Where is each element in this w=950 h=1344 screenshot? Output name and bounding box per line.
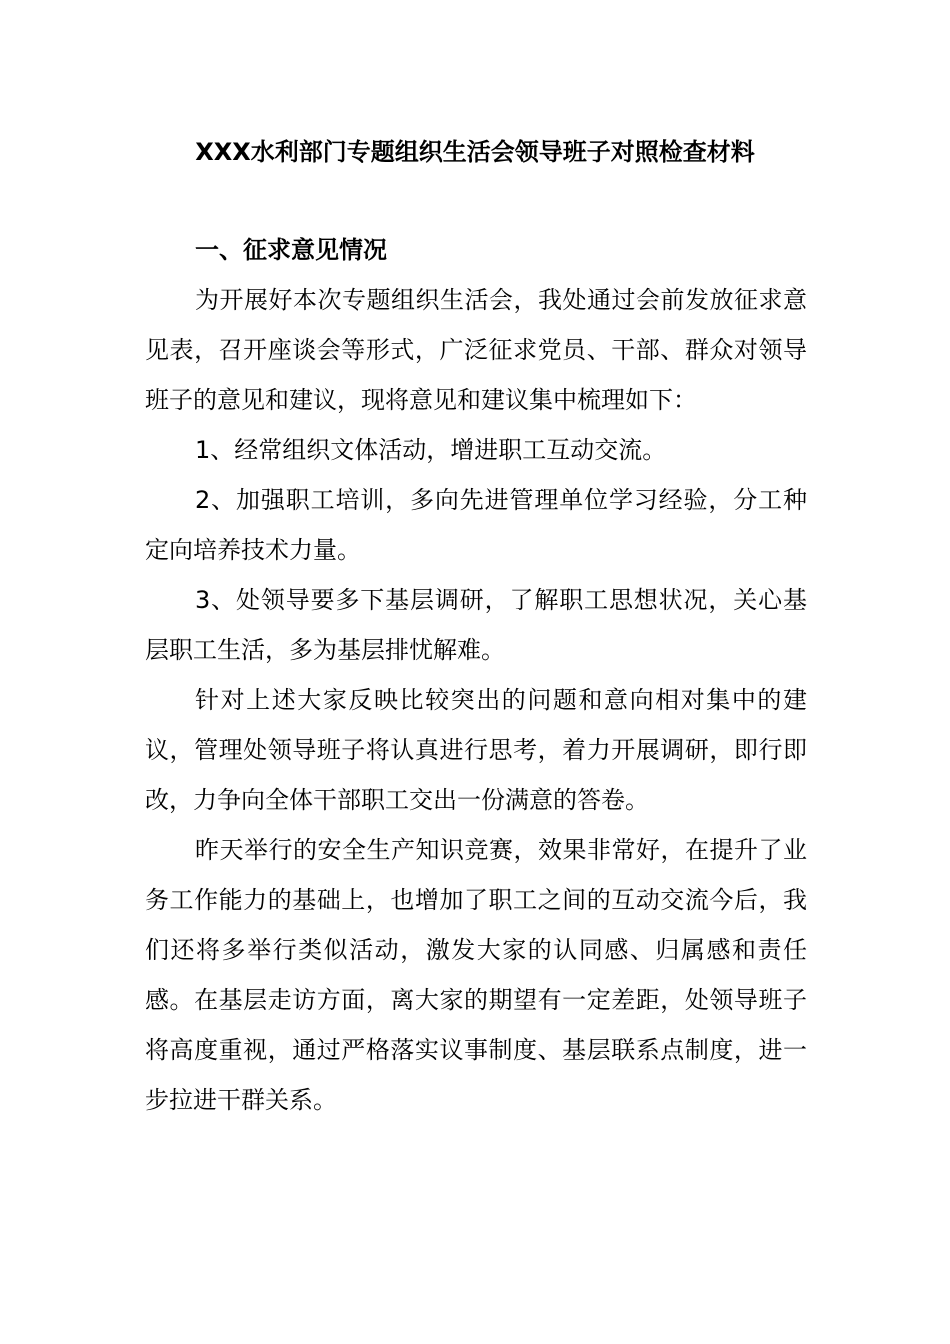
paragraph-activities: 昨天举行的安全生产知识竞赛，效果非常好，在提升了业务工作能力的基础上，也增加了职工之间的互动交流今后，我们还将多举行类似活动，激发大家的认同感、归属感和责任感。在基层走访方面，离大家的期望有一定差距，处领导班子将高度重视，通过严格落实议事制度、基层联系点制度，进一步拉进干群关系。 [145, 836, 807, 1114]
section-heading: 一、征求意见情况 [195, 236, 387, 264]
paragraph-item-2: 2、加强职工培训，多向先进管理单位学习经验，分工种定向培养技术力量。 [145, 486, 807, 564]
paragraph-response: 针对上述大家反映比较突出的问题和意向相对集中的建议，管理处领导班子将认真进行思考，着力开展调研，即行即改，力争向全体干部职工交出一份满意的答卷。 [145, 686, 807, 814]
document-body [145, 225, 807, 1125]
paragraph-intro: 为开展好本次专题组织生活会，我处通过会前发放征求意见表，召开座谈会等形式，广泛征求党员、干部、群众对领导班子的意见和建议，现将意见和建议集中梳理如下： [145, 286, 807, 414]
paragraph-item-1: 1、经常组织文体活动，增进职工互动交流。 [195, 436, 667, 464]
document-title: XXX水利部门专题组织生活会领导班子对照检查材料 [195, 138, 755, 166]
paragraph-item-3: 3、处领导要多下基层调研，了解职工思想状况，关心基层职工生活，多为基层排忧解难。 [145, 586, 807, 664]
